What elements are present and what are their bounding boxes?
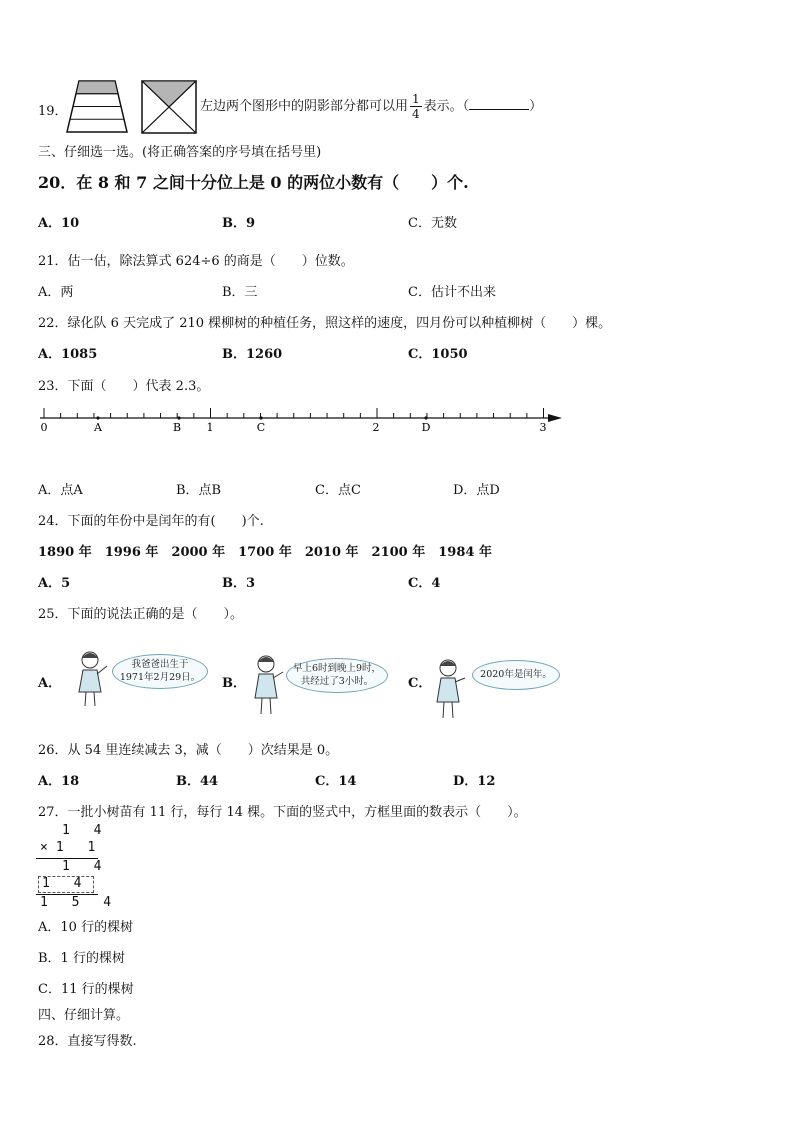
q22-option-c[interactable]: C．1050 xyxy=(408,347,468,362)
q24-years: 1890 年 1996 年 2000 年 1700 年 2010 年 2100 年 1984 年 xyxy=(38,545,492,560)
nl-label-1: 1 xyxy=(206,421,214,434)
girl-illustration-b xyxy=(250,652,286,718)
calc-line-4: 1 4 xyxy=(42,876,90,891)
trapezoid-figure xyxy=(66,80,128,134)
q21-option-b[interactable]: B．三 xyxy=(222,285,258,300)
nl-label-0: 0 xyxy=(40,421,48,434)
q26-option-d[interactable]: D．12 xyxy=(453,774,496,789)
q19-number: 19． xyxy=(38,104,68,119)
q21-option-c[interactable]: C．估计不出来 xyxy=(408,285,496,300)
q26-option-b[interactable]: B．44 xyxy=(176,774,219,789)
fraction-denominator: 4 xyxy=(412,107,420,121)
q26-option-c[interactable]: C．14 xyxy=(315,774,357,789)
q20-option-a[interactable]: A．10 xyxy=(38,216,80,231)
speech-bubble-b xyxy=(286,658,388,693)
q27-option-c[interactable]: C．11 行的棵树 xyxy=(38,982,134,997)
q23-option-b[interactable]: B．点B xyxy=(176,483,222,498)
section-4-heading: 四、仔细计算。 xyxy=(38,1008,130,1023)
q22-option-a[interactable]: A．1085 xyxy=(38,347,98,362)
q23-text: 23．下面（ ）代表 2.3。 xyxy=(38,379,210,394)
girl-illustration-a xyxy=(74,648,110,710)
nl-label-d: D xyxy=(421,421,431,434)
q21-text: 21．估一估，除法算式 624÷6 的商是（ ）位数。 xyxy=(38,254,354,269)
q24-option-a[interactable]: A．5 xyxy=(38,576,71,591)
q22-text: 22．绿化队 6 天完成了 210 棵柳树的种植任务，照这样的速度，四月份可以种植柳树（ ）棵。 xyxy=(38,316,612,331)
fraction-numerator: 1 xyxy=(412,92,420,106)
q25-option-b[interactable]: B． xyxy=(222,676,246,691)
calc-line-3: 1 4 xyxy=(62,859,110,874)
girl-illustration-c xyxy=(432,656,468,722)
q24-text: 24．下面的年份中是闰年的有( )个. xyxy=(38,514,264,529)
q27-option-b[interactable]: B．1 行的棵树 xyxy=(38,951,125,966)
q23-option-d[interactable]: D．点D xyxy=(453,483,500,498)
number-line xyxy=(36,400,566,434)
nl-label-3: 3 xyxy=(539,421,547,434)
speech-bubble-a xyxy=(112,654,208,689)
calc-line-1: 1 4 xyxy=(62,823,110,838)
q20-option-c[interactable]: C．无数 xyxy=(408,216,457,231)
nl-label-a: A xyxy=(94,421,102,434)
square-figure xyxy=(141,80,197,134)
fraction-one-quarter xyxy=(410,92,422,121)
q23-option-c[interactable]: C．点C xyxy=(315,483,361,498)
q21-option-a[interactable]: A．两 xyxy=(38,285,74,300)
q23-option-a[interactable]: A．点A xyxy=(38,483,83,498)
q24-option-c[interactable]: C．4 xyxy=(408,576,441,591)
q20-option-b[interactable]: B．9 xyxy=(222,216,256,231)
nl-label-b: B xyxy=(172,421,182,434)
answer-blank[interactable] xyxy=(469,99,529,110)
bubble-a-line1: 我爸爸出生于 xyxy=(131,659,189,670)
q25-text: 25．下面的说法正确的是（ ）。 xyxy=(38,607,244,622)
q19-statement xyxy=(200,92,542,121)
q24-option-b[interactable]: B．3 xyxy=(222,576,256,591)
section-3-heading: 三、仔细选一选。(将正确答案的序号填在括号里) xyxy=(38,145,322,160)
nl-label-2: 2 xyxy=(372,421,380,434)
q20-text: 20．在 8 和 7 之间十分位上是 0 的两位小数有（ ）个. xyxy=(38,173,469,192)
q25-option-c[interactable]: C． xyxy=(408,676,432,691)
bubble-b-line1: 早上6时到晚上9时， xyxy=(292,663,382,674)
q27-option-a[interactable]: A．10 行的棵树 xyxy=(38,920,134,935)
q26-option-a[interactable]: A．18 xyxy=(38,774,80,789)
q22-option-b[interactable]: B．1260 xyxy=(222,347,283,362)
q27-text: 27．一批小树苗有 11 行，每行 14 棵。下面的竖式中，方框里面的数表示（ ）。 xyxy=(38,805,527,820)
q19-tail: 表示。（ xyxy=(423,99,470,114)
q19-text: 左边两个图形中的阴影部分都可以用 xyxy=(200,99,409,114)
q25-option-a[interactable]: A． xyxy=(38,676,62,691)
calc-line-5: 1 5 4 xyxy=(40,895,120,910)
calc-line-2: ×1 1 xyxy=(40,840,104,855)
vertical-multiplication xyxy=(36,822,120,912)
q19-close-paren: ） xyxy=(529,99,543,114)
bubble-a-line2: 1971年2月29日。 xyxy=(119,672,201,683)
bubble-b-line2: 共经过了3小时。 xyxy=(300,676,374,687)
speech-bubble-c: 2020年是闰年。 xyxy=(472,660,560,690)
nl-label-c: C xyxy=(256,421,266,434)
q26-text: 26．从 54 里连续减去 3，减（ ）次结果是 0。 xyxy=(38,743,339,758)
q28-text: 28．直接写得数. xyxy=(38,1034,137,1049)
